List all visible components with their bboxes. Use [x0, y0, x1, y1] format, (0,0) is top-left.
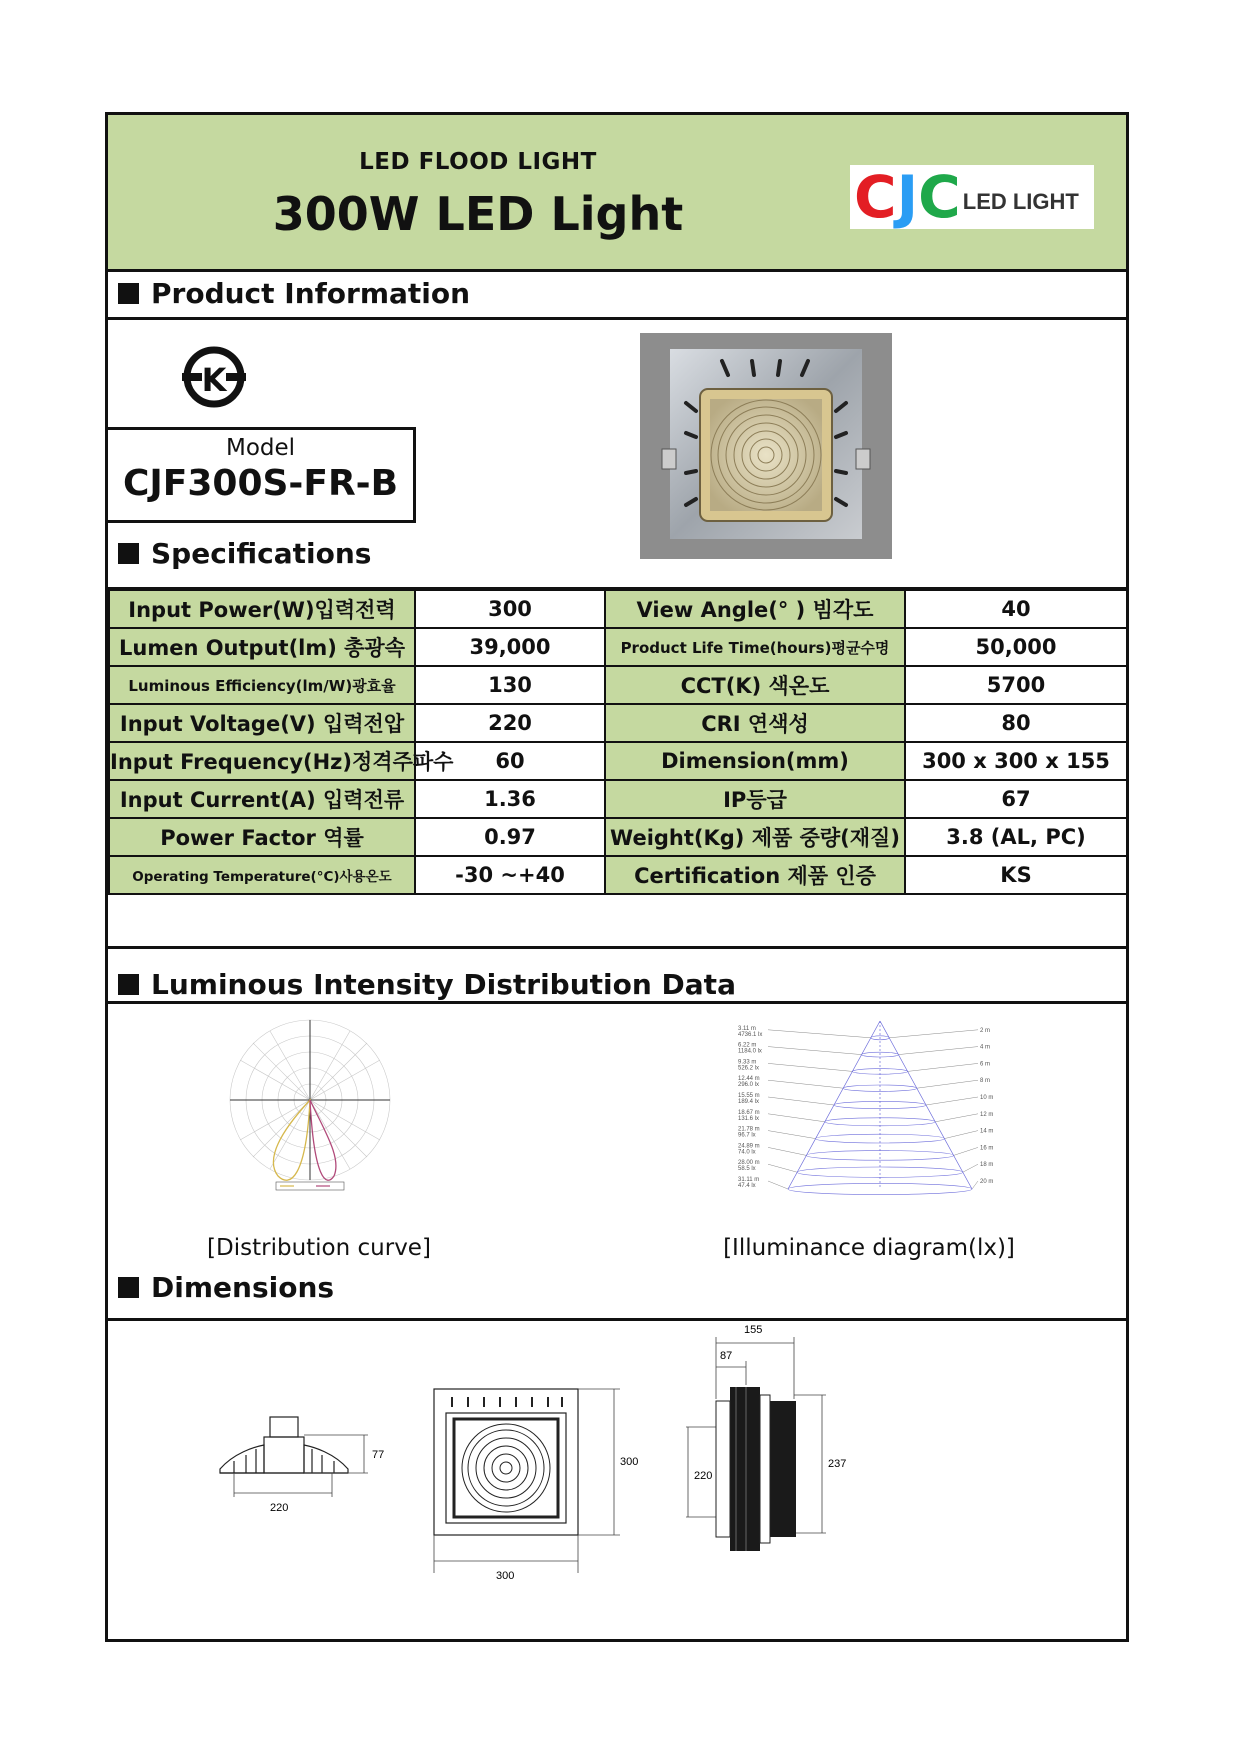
illuminance-ellipse	[797, 1167, 963, 1177]
illuminance-leader	[768, 1147, 806, 1155]
caption-illuminance-diagram: [Illuminance diagram(lx)]	[723, 1235, 1015, 1261]
spec-label: Input Voltage(V) 입력전압	[109, 704, 415, 742]
illuminance-leader	[768, 1114, 825, 1122]
illuminance-leader	[768, 1164, 797, 1172]
illuminance-diameter: 24.89 m	[738, 1143, 760, 1150]
illuminance-lux: 58.5 lx	[738, 1166, 756, 1173]
section-title: Dimensions	[151, 1270, 335, 1304]
illuminance-lux: 296.0 lx	[738, 1082, 760, 1089]
datasheet	[105, 112, 1129, 1642]
section-title: Product Information	[151, 276, 471, 310]
spec-value: 50,000	[905, 628, 1127, 666]
illuminance-lux: 47.4 lx	[738, 1183, 756, 1189]
profile-view-drawing	[686, 1325, 886, 1555]
svg-text:220: 220	[270, 1502, 289, 1514]
model-box	[108, 427, 416, 523]
illuminance-distance: 6 m	[980, 1061, 991, 1068]
spec-value: -30 ~+40	[415, 856, 605, 894]
illuminance-distance: 20 m	[980, 1179, 994, 1185]
bullet-square-icon	[118, 283, 139, 304]
spec-value: 1.36	[415, 780, 605, 818]
spec-label: Power Factor 역률	[109, 818, 415, 856]
bullet-square-icon	[118, 543, 139, 564]
spec-value: 67	[905, 780, 1127, 818]
illuminance-leader	[908, 1063, 978, 1071]
ks-certification-icon	[180, 343, 248, 411]
svg-text:155: 155	[744, 1324, 763, 1336]
illuminance-leader	[954, 1147, 978, 1155]
illuminance-distance: 14 m	[980, 1128, 994, 1135]
spec-value: 39,000	[415, 628, 605, 666]
illuminance-lux: 1184.0 lx	[738, 1048, 762, 1055]
illuminance-diameter: 31.11 m	[738, 1177, 760, 1183]
section-dimensions	[108, 1263, 1126, 1311]
svg-text:300: 300	[496, 1570, 515, 1582]
spec-value: 80	[905, 704, 1127, 742]
illuminance-leader	[768, 1047, 862, 1055]
divider	[108, 317, 1126, 320]
spec-value: 40	[905, 590, 1127, 628]
illuminance-leader	[926, 1097, 978, 1105]
section-product-information	[108, 269, 1126, 317]
caption-distribution-curve: [Distribution curve]	[207, 1235, 431, 1261]
spec-table	[108, 589, 1128, 895]
illuminance-diameter: 21.78 m	[738, 1126, 760, 1133]
spec-label: Input Current(A) 입력전류	[109, 780, 415, 818]
illuminance-distance: 2 m	[980, 1027, 991, 1034]
product-category: LED FLOOD LIGHT	[359, 149, 597, 175]
svg-text:K: K	[201, 361, 227, 399]
illuminance-lux: 189.4 lx	[738, 1099, 760, 1105]
svg-text:87: 87	[720, 1350, 733, 1362]
illuminance-leader	[935, 1114, 978, 1122]
spec-value: 130	[415, 666, 605, 704]
svg-text:300: 300	[620, 1456, 639, 1468]
divider	[108, 1001, 1126, 1004]
illuminance-distance: 8 m	[980, 1078, 991, 1085]
illuminance-leader	[889, 1030, 978, 1038]
logo-letter-c: C	[854, 163, 897, 231]
spec-row	[109, 666, 1127, 704]
bullet-square-icon	[118, 974, 139, 995]
illuminance-leader	[768, 1181, 788, 1189]
illuminance-leader	[972, 1181, 978, 1189]
spec-label: Operating Temperature(°C)사용온도	[109, 856, 415, 894]
illuminance-leader	[768, 1063, 852, 1071]
spec-row	[109, 780, 1127, 818]
spec-row	[109, 590, 1127, 628]
spec-label: Product Life Time(hours)평균수명	[605, 628, 905, 666]
illuminance-leader	[768, 1097, 834, 1105]
illuminance-leader	[768, 1080, 843, 1088]
model-label: Model	[225, 435, 296, 461]
spec-label: Input Power(W)입력전력	[109, 590, 415, 628]
spec-value: 0.97	[415, 818, 605, 856]
spec-value: 5700	[905, 666, 1127, 704]
spec-label: CRI 연색성	[605, 704, 905, 742]
illuminance-lux: 526.2 lx	[738, 1065, 760, 1072]
brand-logo	[850, 165, 1094, 229]
illuminance-diameter: 28.00 m	[738, 1160, 760, 1167]
illuminance-distance: 18 m	[980, 1162, 994, 1169]
spec-label: Weight(Kg) 제품 중량(재질)	[605, 818, 905, 856]
illuminance-diameter: 12.44 m	[738, 1076, 760, 1083]
spec-row	[109, 704, 1127, 742]
spec-row	[109, 818, 1127, 856]
divider	[108, 1318, 1126, 1321]
illuminance-distance: 4 m	[980, 1044, 991, 1051]
illuminance-diameter: 18.67 m	[738, 1109, 760, 1116]
front-view-drawing	[428, 1385, 638, 1581]
illuminance-lux: 4736.1 lx	[738, 1031, 763, 1038]
illuminance-diameter: 9.33 m	[738, 1059, 757, 1066]
spec-value: 300 x 300 x 155	[905, 742, 1127, 780]
spec-row	[109, 856, 1127, 894]
spec-label: Certification 제품 인증	[605, 856, 905, 894]
illuminance-leader	[963, 1164, 978, 1172]
illuminance-leader	[768, 1030, 871, 1038]
logo-letter-j: J	[896, 163, 919, 231]
illuminance-diameter: 6.22 m	[738, 1042, 757, 1049]
header-band	[108, 115, 1126, 272]
spec-value: 3.8 (AL, PC)	[905, 818, 1127, 856]
model-number: CJF300S-FR-B	[122, 463, 399, 504]
logo-tagline: LED LIGHT	[962, 189, 1079, 214]
illuminance-leader	[917, 1080, 978, 1088]
illuminance-distance: 16 m	[980, 1145, 994, 1152]
spec-label: Lumen Output(lm) 총광속	[109, 628, 415, 666]
section-specifications	[108, 529, 1126, 577]
page-title: 300W LED Light	[272, 187, 684, 241]
spec-row	[109, 628, 1127, 666]
side-view-drawing	[214, 1413, 384, 1523]
section-title: Specifications	[151, 536, 372, 570]
illuminance-lux: 74.0 lx	[738, 1149, 756, 1156]
spec-value: 300	[415, 590, 605, 628]
svg-text:237: 237	[828, 1458, 847, 1470]
spec-row	[109, 742, 1127, 780]
spec-label: Input Frequency(Hz)정격주파수	[109, 742, 415, 780]
spec-value: 220	[415, 704, 605, 742]
illuminance-diagram	[728, 1013, 1008, 1203]
logo-letter-c: C	[918, 163, 961, 231]
svg-text:220: 220	[694, 1470, 713, 1482]
illuminance-distance: 10 m	[980, 1095, 994, 1101]
illuminance-leader	[944, 1131, 978, 1139]
illuminance-lux: 96.7 lx	[738, 1132, 756, 1139]
illuminance-diameter: 15.55 m	[738, 1093, 760, 1099]
spec-label: IP등급	[605, 780, 905, 818]
illuminance-diameter: 3.11 m	[738, 1025, 756, 1032]
product-photo	[640, 333, 892, 559]
spec-value: 60	[415, 742, 605, 780]
illuminance-leader	[768, 1131, 816, 1139]
bullet-square-icon	[118, 1277, 139, 1298]
spec-label: View Angle(° ) 빔각도	[605, 590, 905, 628]
svg-text:77: 77	[372, 1449, 385, 1461]
spec-label: CCT(K) 색온도	[605, 666, 905, 704]
spec-label: Dimension(mm)	[605, 742, 905, 780]
distribution-curve	[224, 1018, 396, 1194]
illuminance-distance: 12 m	[980, 1111, 994, 1118]
illuminance-leader	[898, 1047, 978, 1055]
section-title: Luminous Intensity Distribution Data	[151, 967, 736, 1001]
illuminance-lux: 131.6 lx	[738, 1115, 760, 1122]
spec-value: KS	[905, 856, 1127, 894]
spec-label: Luminous Efficiency(lm/W)광효율	[109, 666, 415, 704]
